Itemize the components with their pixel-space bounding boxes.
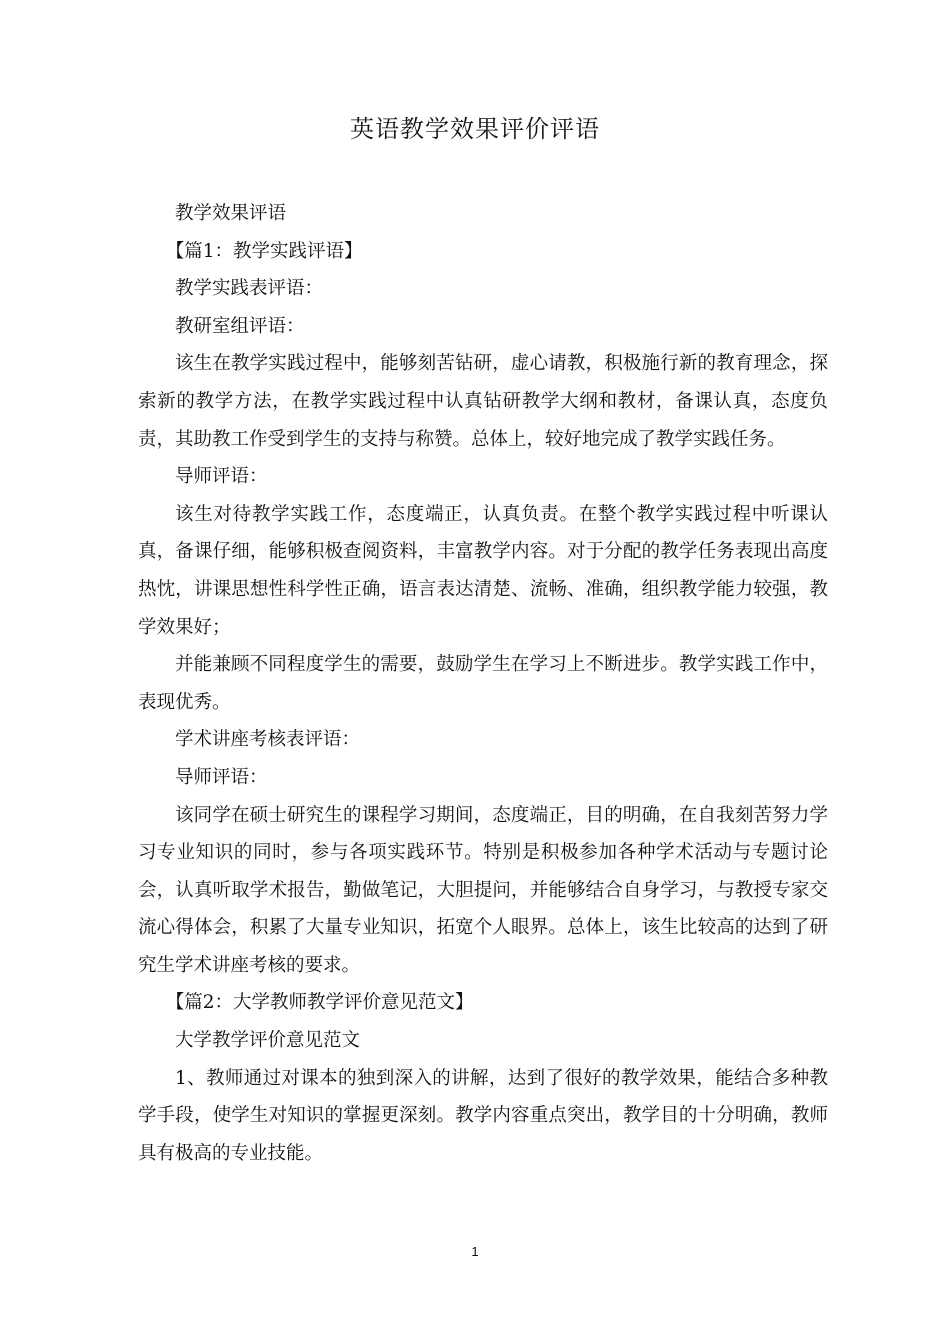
- paragraph: 该生对待教学实践工作，态度端正，认真负责。在整个教学实践过程中听课认真，备课仔细，能够积极查阅资料，丰富教学内容。对于分配的教学任务表现出高度热忱，讲课思想性科学性正确，语言表达清楚、流畅、准确，组织教学能力较强，教学效果好；: [138, 503, 828, 638]
- paragraph-heading: 大学教学评价意见范文: [175, 1030, 361, 1052]
- paragraph-label: 导师评语：: [175, 766, 268, 788]
- paragraph: 并能兼顾不同程度学生的需要，鼓励学生在学习上不断进步。教学实践工作中，表现优秀。: [138, 654, 828, 713]
- document-title: 英语教学效果评价评语: [350, 115, 600, 143]
- paragraph-label: 教学实践表评语：: [175, 278, 324, 300]
- paragraph-heading: 教学效果评语: [175, 203, 287, 224]
- section-heading: 【篇1：教学实践评语】: [165, 240, 363, 262]
- paragraph-label: 导师评语：: [175, 466, 268, 488]
- paragraph: 该同学在硕士研究生的课程学习期间，态度端正，目的明确，在自我刻苦努力学习专业知识的同时，参与各项实践环节。特别是积极参加各种学术活动与专题讨论会，认真听取学术报告，勤做笔记，大胆提问，并能够结合自身学习，与教授专家交流心得体会，积累了大量专业知识，拓宽个人眼界。总体上，该生比较高的达到了研究生学术讲座考核的要求。: [138, 804, 828, 976]
- paragraph-label: 教研室组评语：: [175, 315, 305, 337]
- paragraph: 1、教师通过对课本的独到深入的讲解，达到了很好的教学效果，能结合多种教学手段，使学生对知识的掌握更深刻。教学内容重点突出，教学目的十分明确，教师具有极高的专业技能。: [138, 1067, 828, 1164]
- page-number: 1: [471, 1244, 479, 1259]
- paragraph-label: 学术讲座考核表评语：: [175, 729, 361, 751]
- paragraph: 该生在教学实践过程中，能够刻苦钻研，虚心请教，积极施行新的教育理念，探索新的教学方法，在教学实践过程中认真钻研教学大纲和教材，备课认真，态度负责，其助教工作受到学生的支持与称赞。总体上，较好地完成了教学实践任务。: [138, 353, 828, 450]
- section-heading: 【篇2：大学教师教学评价意见范文】: [165, 992, 474, 1014]
- document-body: [138, 195, 828, 1172]
